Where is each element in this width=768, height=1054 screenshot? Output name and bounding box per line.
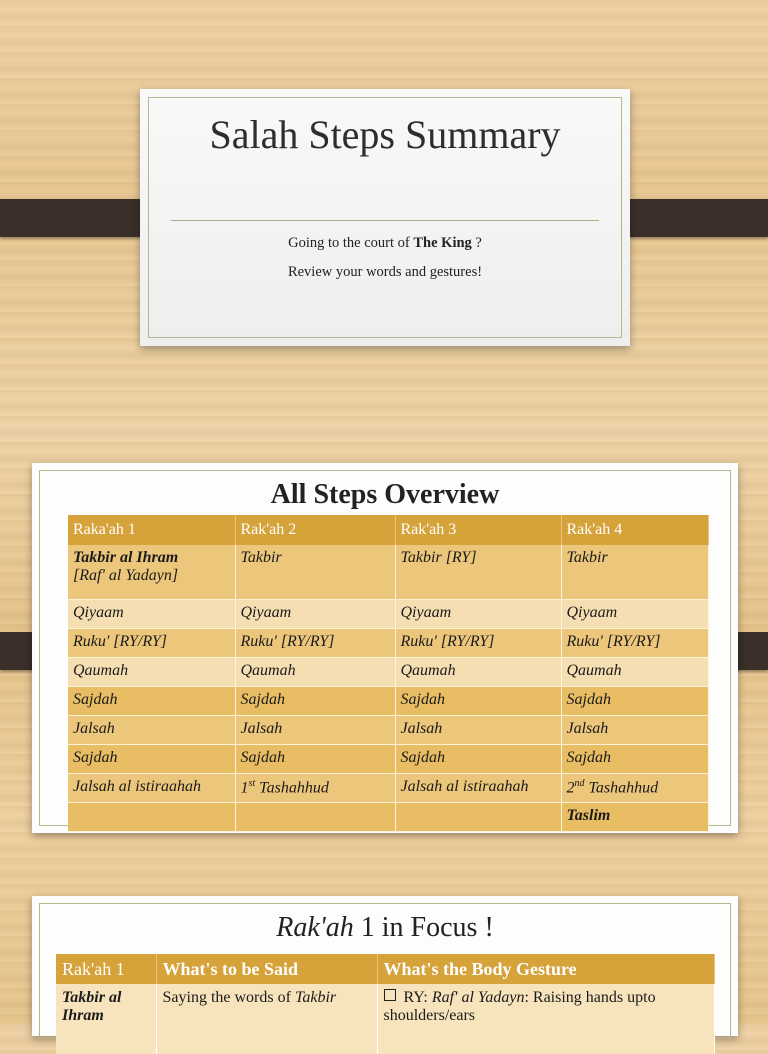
table-row	[68, 629, 708, 658]
header-cell: What's the Body Gesture	[377, 954, 714, 984]
slide-rakah1-focus[interactable]	[32, 896, 738, 1036]
table-cell	[68, 803, 235, 832]
header-cell: Rak'ah 1	[56, 954, 156, 984]
slide-title[interactable]	[140, 89, 630, 346]
table-cell: Saying the words of Takbir	[156, 984, 377, 1054]
table-cell: Qiyaam	[395, 600, 561, 629]
title-divider	[171, 220, 599, 221]
table-cell: Sajdah	[235, 687, 395, 716]
table-cell: Takbir al Ihram [Raf' al Yadayn]	[68, 545, 235, 600]
table-cell: Ruku' [RY/RY]	[561, 629, 708, 658]
table-cell	[395, 803, 561, 832]
table-row	[68, 658, 708, 687]
table-cell: Takbir	[235, 545, 395, 600]
table-cell: Jalsah al istiraahah	[68, 774, 235, 803]
header-cell: Raka'ah 1	[68, 515, 235, 545]
table-row	[68, 545, 708, 600]
slide-overview[interactable]	[32, 463, 738, 833]
subtitle-line-1: Going to the court of The King ?	[288, 235, 482, 251]
table-cell: Sajdah	[68, 687, 235, 716]
table-cell: Qiyaam	[68, 600, 235, 629]
table-cell: Jalsah	[561, 716, 708, 745]
table-cell: Qaumah	[235, 658, 395, 687]
table-cell: Ruku' [RY/RY]	[235, 629, 395, 658]
table-cell-taslim: Taslim	[561, 803, 708, 832]
table-cell: Jalsah	[235, 716, 395, 745]
table-cell: Takbir [RY]	[395, 545, 561, 600]
table-cell	[235, 803, 395, 832]
table-cell: Sajdah	[395, 745, 561, 774]
table-cell: Sajdah	[68, 745, 235, 774]
table-cell: Jalsah al istiraahah	[395, 774, 561, 803]
table-header-row	[68, 515, 708, 545]
slide-title-heading: Salah Steps Summary	[209, 112, 561, 157]
table-row	[68, 745, 708, 774]
table-cell: Sajdah	[395, 687, 561, 716]
steps-table	[68, 515, 709, 832]
table-cell: Ruku' [RY/RY]	[395, 629, 561, 658]
the-king-text: The King	[413, 235, 472, 251]
table-cell: Sajdah	[235, 745, 395, 774]
table-cell: Qiyaam	[235, 600, 395, 629]
table-row	[68, 600, 708, 629]
focus-table	[56, 954, 715, 1054]
table-cell: Sajdah	[561, 745, 708, 774]
header-cell: Rak'ah 2	[235, 515, 395, 545]
table-cell: Takbir	[561, 545, 708, 600]
table-cell: Qaumah	[395, 658, 561, 687]
header-cell: Rak'ah 3	[395, 515, 561, 545]
table-cell: Sajdah	[561, 687, 708, 716]
table-cell: 1st Tashahhud	[235, 774, 395, 803]
header-cell: Rak'ah 4	[561, 515, 708, 545]
table-cell: RY: Raf' al Yadayn: Raising hands upto shoulders/ears	[377, 984, 714, 1054]
table-cell: Ruku' [RY/RY]	[68, 629, 235, 658]
subtitle-line-2: Review your words and gestures!	[287, 264, 483, 280]
table-cell: Takbir al Ihram	[56, 984, 156, 1054]
header-cell: What's to be Said	[156, 954, 377, 984]
table-cell: Qaumah	[68, 658, 235, 687]
table-row	[56, 984, 714, 1054]
table-row	[68, 803, 708, 832]
table-cell: Jalsah	[68, 716, 235, 745]
checkbox-bullet-icon	[384, 989, 396, 1001]
table-header-row	[56, 954, 714, 984]
table-cell: Qaumah	[561, 658, 708, 687]
table-cell: 2nd Tashahhud	[561, 774, 708, 803]
focus-title: Rak'ah 1 in Focus !	[276, 912, 494, 943]
table-row	[68, 687, 708, 716]
table-cell: Qiyaam	[561, 600, 708, 629]
overview-title: All Steps Overview	[270, 479, 500, 510]
strap-left-1	[0, 199, 156, 237]
strap-right-1	[613, 199, 768, 237]
table-row	[68, 716, 708, 745]
table-row	[68, 774, 708, 803]
table-cell: Jalsah	[395, 716, 561, 745]
